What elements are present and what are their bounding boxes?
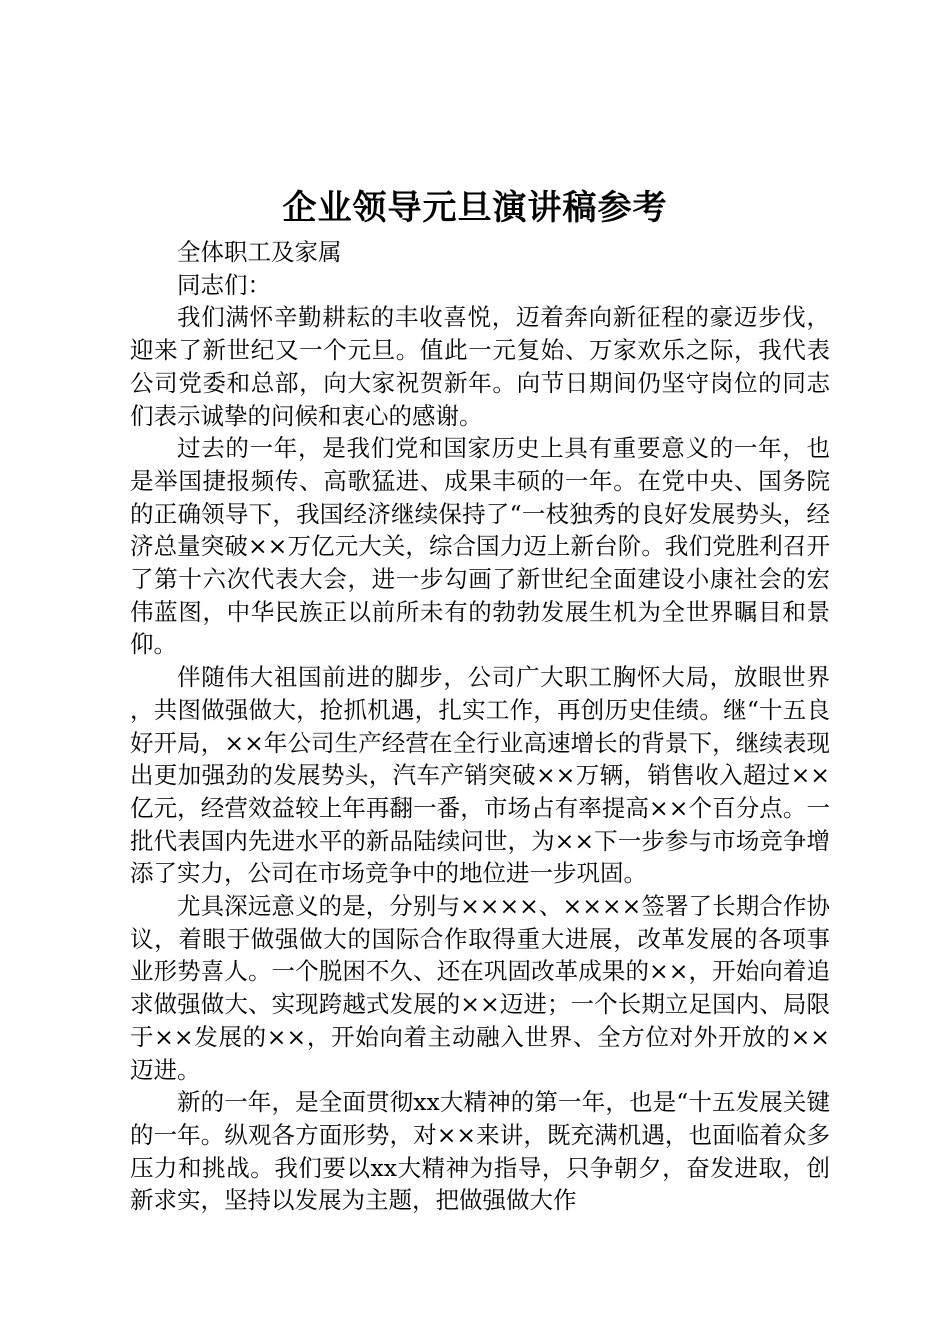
- paragraph-2: 过去的一年，是我们党和国家历史上具有重要意义的一年，也是举国捷报频传、高歌猛进、成果丰硕的一年。在党中央、国务院的正确领导下，我国经济继续保持了“一枝独秀的良好发展势头，经济总量突破××万亿元大关，综合国力迈上新台阶。我们党胜利召开了第十六次代表大会，进一步勾画了新世纪全面建设小康社会的宏伟蓝图，中华民族正以前所未有的勃勃发展生机为全世界瞩目和景仰。: [130, 434, 830, 659]
- document-body: [130, 236, 830, 1217]
- salutation-line-2: 同志们：: [177, 270, 271, 299]
- document-title: 企业领导元旦演讲稿参考: [282, 188, 668, 228]
- paragraph-5: 新的一年，是全面贯彻xx大精神的第一年，也是“十五发展关键的一年。纵观各方面形势，对××来讲，既充满机遇，也面临着众多压力和挑战。我们要以xx大精神为指导，只争朝夕，奋发进取，创新求实，坚持以发展为主题，把做强做大作: [130, 1088, 830, 1215]
- salutation-line-1: 全体职工及家属: [177, 238, 342, 266]
- paragraph-3: 伴随伟大祖国前进的脚步，公司广大职工胸怀大局，放眼世界，共图做强做大，抢抓机遇，扎实工作，再创历史佳绩。继“十五良好开局，××年公司生产经营在全行业高速增长的背景下，继续表现出更加强劲的发展势头，汽车产销突破××万辆，销售收入超过××亿元，经营效益较上年再翻一番，市场占有率提高××个百分点。一批代表国内先进水平的新品陆续问世，为××下一步参与市场竞争增添了实力，公司在市场竞争中的地位进一步巩固。: [130, 663, 830, 888]
- paragraph-1: 我们满怀辛勤耕耘的丰收喜悦，迈着奔向新征程的豪迈步伐，迎来了新世纪又一个元旦。值此一元复始、万家欢乐之际，我代表公司党委和总部，向大家祝贺新年。向节日期间仍坚守岗位的同志们表示诚挚的问候和衷心的感谢。: [130, 303, 830, 430]
- paragraph-4: 尤具深远意义的是，分别与××××、××××签署了长期合作协议，着眼于做强做大的国际合作取得重大进展，改革发展的各项事业形势喜人。一个脱困不久、还在巩固改革成果的××，开始向着追求做强做大、实现跨越式发展的××迈进；一个长期立足国内、局限于××发展的××，开始向着主动融入世界、全方位对外开放的××迈进。: [130, 892, 830, 1084]
